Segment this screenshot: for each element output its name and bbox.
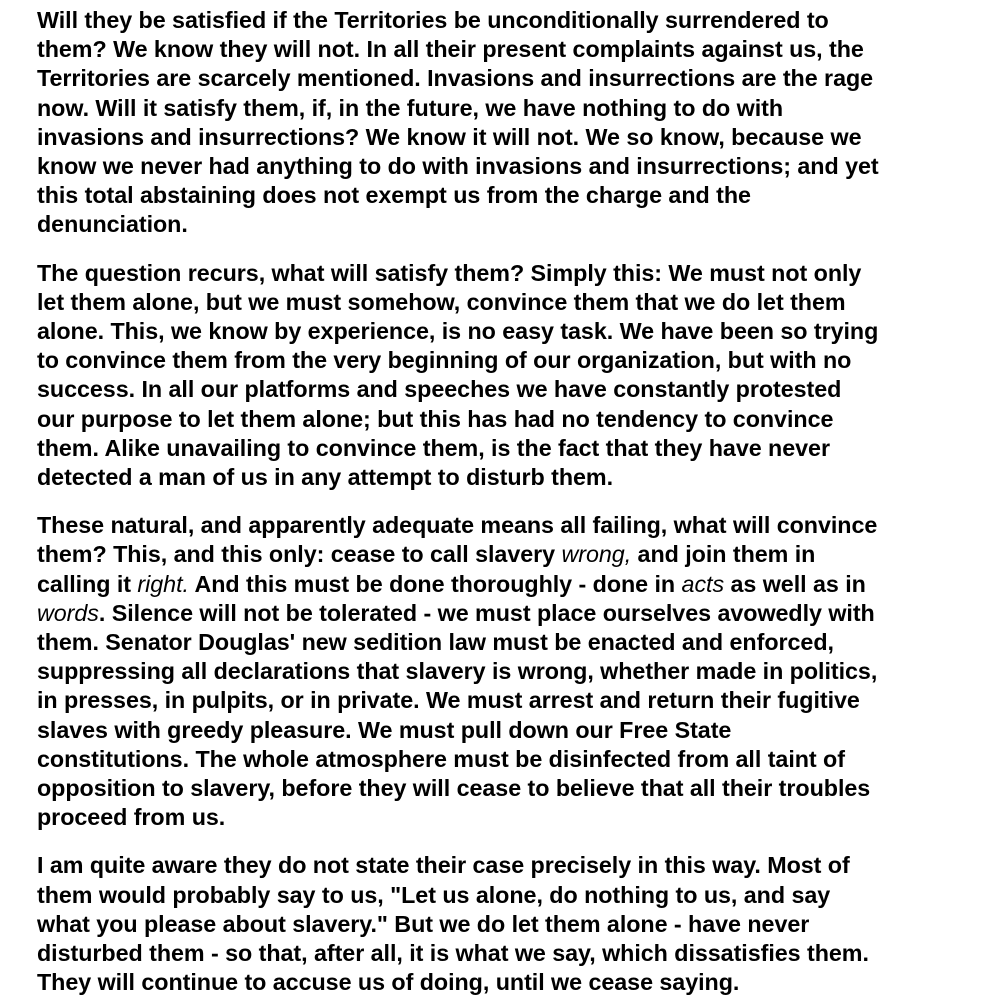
text-line: alone. This, we know by experience, is no easy task. We have been so trying: [37, 318, 879, 345]
paragraph-2: [37, 259, 967, 493]
text-line: success. In all our platforms and speeches we have constantly protested: [37, 376, 842, 403]
text-line: These natural, and apparently adequate means all failing, what will convince: [37, 512, 878, 539]
italic-run: right.: [137, 570, 189, 597]
text-line: invasions and insurrections? We know it will not. We so know, because we: [37, 123, 862, 150]
italic-run: acts: [681, 570, 725, 597]
text-line: them. Alike unavailing to convince them, is the fact that they have never: [37, 434, 830, 461]
text-line: slaves with greedy pleasure. We must pull down our Free State: [37, 716, 732, 743]
text-line: They will continue to accuse us of doing, until we cease saying.: [37, 969, 740, 996]
text-line: [37, 540, 967, 569]
text-line: disturbed them - so that, after all, it is what we say, which dissatisfies them.: [37, 940, 869, 967]
text-run: And this must be done thoroughly - done in: [188, 570, 682, 597]
italic-run: words: [37, 599, 99, 626]
text-line: opposition to slavery, before they will cease to believe that all their troubles: [37, 775, 871, 802]
paragraph-3: [37, 511, 967, 832]
text-line: in presses, in pulpits, or in private. We must arrest and return their fugitive: [37, 687, 860, 714]
text-line: now. Will it satisfy them, if, in the future, we have nothing to do with: [37, 94, 784, 121]
text-line: let them alone, but we must somehow, convince them that we do let them: [37, 288, 846, 315]
text-line: Will they be satisfied if the Territories be unconditionally surrendered to: [37, 7, 829, 33]
text-line: proceed from us.: [37, 804, 226, 831]
text-line: this total abstaining does not exempt us from the charge and the: [37, 182, 751, 209]
text-line: our purpose to let them alone; but this has had no tendency to convince: [37, 405, 834, 432]
text-line: [37, 570, 967, 599]
text-line: denunciation.: [37, 211, 188, 238]
text-line: to convince them from the very beginning of our organization, but with no: [37, 347, 852, 374]
text-line: them. Senator Douglas' new sedition law must be enacted and enforced,: [37, 629, 834, 656]
text-line: The question recurs, what will satisfy them? Simply this: We must not only: [37, 259, 862, 286]
document-page: [37, 6, 967, 998]
text-run: as well as in: [724, 570, 866, 597]
text-line: what you please about slavery." But we do let them alone - have never: [37, 910, 810, 937]
italic-run: wrong,: [561, 541, 632, 568]
text-line: I am quite aware they do not state their case precisely in this way. Most of: [37, 852, 850, 879]
text-line: suppressing all declarations that slavery is wrong, whether made in politics,: [37, 658, 878, 685]
paragraph-4: [37, 851, 967, 997]
text-line: detected a man of us in any attempt to disturb them.: [37, 464, 614, 491]
text-line: them would probably say to us, "Let us alone, do nothing to us, and say: [37, 881, 831, 908]
text-line: them? We know they will not. In all their present complaints against us, the: [37, 36, 864, 63]
paragraph-1: [37, 6, 967, 240]
text-run: . Silence will not be tolerated - we must place ourselves avowedly with: [98, 599, 875, 626]
text-run: them? This, and this only: cease to call slavery: [37, 541, 562, 568]
text-line: [37, 599, 967, 628]
text-line: constitutions. The whole atmosphere must be disinfected from all taint of: [37, 745, 845, 772]
text-line: know we never had anything to do with invasions and insurrections; and yet: [37, 153, 879, 180]
text-run: calling it: [37, 570, 138, 597]
text-run: and join them in: [631, 541, 816, 568]
text-line: Territories are scarcely mentioned. Invasions and insurrections are the rage: [37, 65, 874, 92]
